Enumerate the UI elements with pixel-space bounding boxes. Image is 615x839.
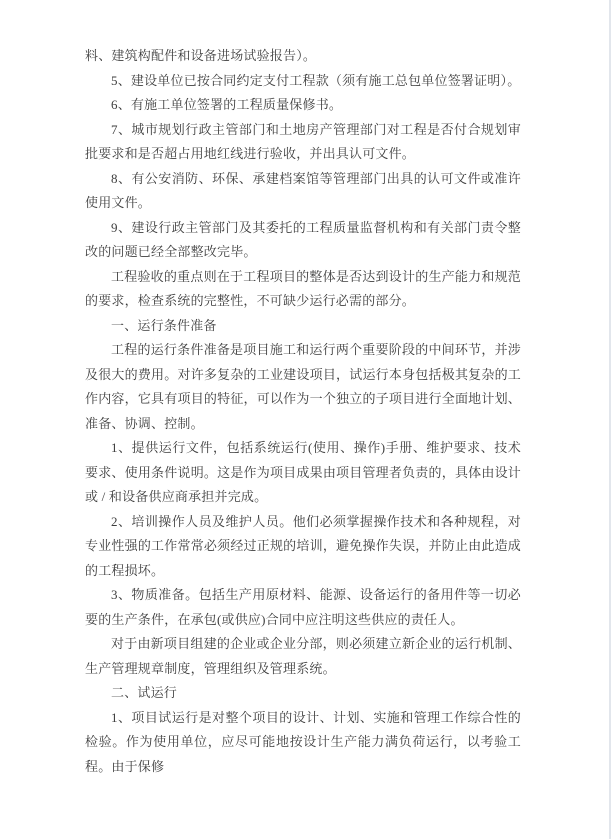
paragraph: 8、有公安消防、环保、承建档案馆等管理部门出具的认可文件或准许使用文件。 bbox=[85, 170, 521, 210]
paragraph: 6、有施工单位签署的工程质量保修书。 bbox=[111, 97, 343, 112]
document-body bbox=[85, 44, 521, 779]
section-heading: 二、试运行 bbox=[111, 685, 178, 700]
page-right-border bbox=[609, 0, 611, 839]
paragraph: 3、物质准备。包括生产用原材料、能源、设备运行的备用件等一切必要的生产条件，在承包(或供应)合同中应注明这些供应的责任人。 bbox=[85, 587, 521, 627]
paragraph: 5、建设单位已按合同约定支付工程款（须有施工总包单位签署证明）。 bbox=[111, 72, 521, 88]
paragraph: 1、提供运行文件，包括系统运行(使用、操作)手册、维护要求、技术要求、使用条件说明。这是作为项目成果由项目管理者负责的，具体由设计或 / 和设备供应商承担并完成。 bbox=[85, 440, 521, 504]
paragraph: 工程的运行条件准备是项目施工和运行两个重要阶段的中间环节，并涉及很大的费用。对许多复杂的工业建设项目，试运行本身包括极其复杂的工作内容，它具有项目的特征，可以作为一个独立的子项目进行全面地计划、准备、协调、控制。 bbox=[85, 342, 521, 431]
paragraph: 2、培训操作人员及维护人员。他们必须掌握操作技术和各种规程，对专业性强的工作常常必须经过正规的培训，避免操作失误，并防止由此造成的工程损坏。 bbox=[85, 513, 521, 578]
paragraph: 工程验收的重点则在于工程项目的整体是否达到设计的生产能力和规范的要求，检查系统的完整性，不可缺少运行必需的部分。 bbox=[85, 268, 521, 308]
paragraph: 对于由新项目组建的企业或企业分部，则必须建立新企业的运行机制、生产管理规章制度，管理组织及管理系统。 bbox=[85, 636, 521, 676]
paragraph: 1、项目试运行是对整个项目的设计、计划、实施和管理工作综合性的检验。作为使用单位，应尽可能地按设计生产能力满负荷运行，以考验工程。由于保修 bbox=[85, 709, 521, 774]
paragraph: 7、城市规划行政主管部门和土地房产管理部门对工程是否付合规划审批要求和是否超占用地红线进行验收，并出具认可文件。 bbox=[85, 121, 521, 161]
paragraph: 9、建设行政主管部门及其委托的工程质量监督机构和有关部门责令整改的问题已经全部整改完毕。 bbox=[85, 219, 521, 259]
section-heading: 一、运行条件准备 bbox=[111, 317, 217, 333]
paragraph: 料、建筑构配件和设备进场试验报告）。 bbox=[85, 48, 317, 63]
